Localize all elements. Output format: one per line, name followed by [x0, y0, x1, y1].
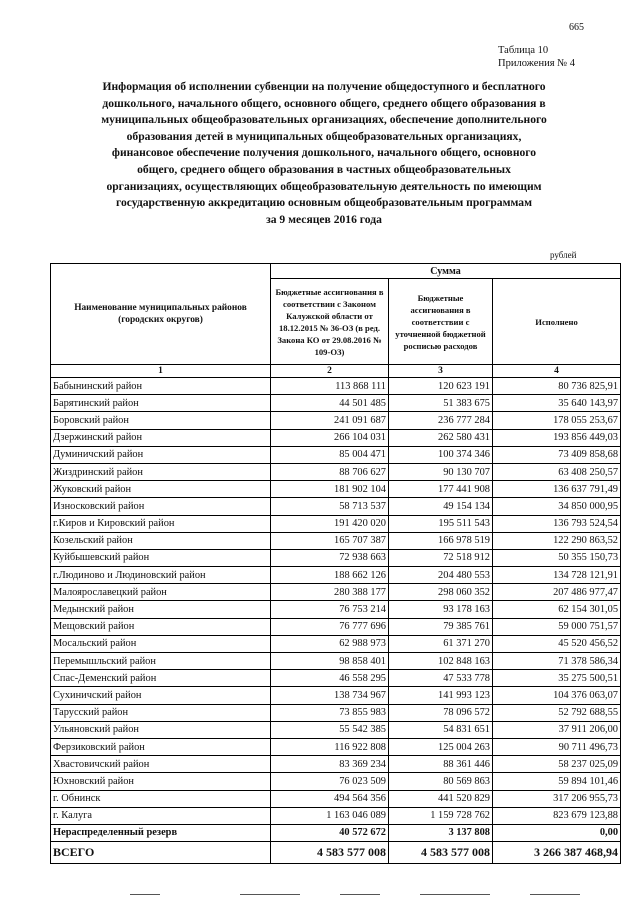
executed-amount: 59 000 751,57: [493, 618, 621, 635]
page-number: 665: [569, 22, 584, 33]
law-allocation: 113 868 111: [271, 378, 389, 395]
district-name: Малоярославецкий район: [51, 584, 271, 601]
table-row: [51, 481, 621, 498]
refined-allocation: 141 993 123: [389, 687, 493, 704]
scan-artifact-marks: [90, 893, 610, 897]
district-name: Юхновский район: [51, 773, 271, 790]
table-body: [51, 378, 621, 825]
executed-amount: 34 850 000,95: [493, 498, 621, 515]
district-name: Жиздринский район: [51, 463, 271, 480]
executed-amount: 823 679 123,88: [493, 807, 621, 824]
table-row: [51, 446, 621, 463]
district-name: Тарусский район: [51, 704, 271, 721]
law-allocation: 46 558 295: [271, 670, 389, 687]
table-reference-line1: Таблица 10: [498, 45, 549, 56]
district-name: Медынский район: [51, 601, 271, 618]
title-line: за 9 месяцев 2016 года: [266, 212, 382, 226]
table-row: [51, 635, 621, 652]
law-allocation: 494 564 356: [271, 790, 389, 807]
law-allocation: 191 420 020: [271, 515, 389, 532]
table-row: [51, 601, 621, 618]
district-name: Спас-Деменский район: [51, 670, 271, 687]
table-row: [51, 756, 621, 773]
column-number: 1: [51, 365, 271, 378]
district-name: Козельский район: [51, 532, 271, 549]
total-executed: 3 266 387 468,94: [493, 842, 621, 864]
reserve-executed: 0,00: [493, 824, 621, 841]
executed-amount: 45 520 456,52: [493, 635, 621, 652]
executed-amount: 207 486 977,47: [493, 584, 621, 601]
executed-amount: 35 640 143,97: [493, 395, 621, 412]
table-row: [51, 429, 621, 446]
district-name: г. Обнинск: [51, 790, 271, 807]
law-allocation: 1 163 046 089: [271, 807, 389, 824]
district-name: Думиничский район: [51, 446, 271, 463]
law-allocation: 58 713 537: [271, 498, 389, 515]
total-refined: 4 583 577 008: [389, 842, 493, 864]
title-line: организациях, осуществляющих общеобразовательную деятельность по имеющим: [106, 179, 542, 193]
executed-amount: 73 409 858,68: [493, 446, 621, 463]
refined-allocation: 78 096 572: [389, 704, 493, 721]
refined-allocation: 1 159 728 762: [389, 807, 493, 824]
law-allocation: 44 501 485: [271, 395, 389, 412]
law-allocation: 72 938 663: [271, 549, 389, 566]
column-number: 4: [493, 365, 621, 378]
title-line: Информация об исполнении субвенции на получение общедоступного и бесплатного: [102, 80, 546, 93]
table-row: [51, 584, 621, 601]
refined-allocation: 49 154 134: [389, 498, 493, 515]
district-name: Бабынинский район: [51, 378, 271, 395]
reserve-row: [51, 824, 621, 841]
table-reference: [498, 44, 618, 70]
title-line: дошкольного, начального общего, основного общего, среднего общего образования в: [102, 96, 546, 110]
header-sum: Сумма: [271, 264, 621, 279]
executed-amount: 80 736 825,91: [493, 378, 621, 395]
refined-allocation: 79 385 761: [389, 618, 493, 635]
title-line: муниципальных общеобразовательных организациях, обеспечение дополнительного: [101, 113, 547, 127]
district-name: Боровский район: [51, 412, 271, 429]
executed-amount: 63 408 250,57: [493, 463, 621, 480]
law-allocation: 83 369 234: [271, 756, 389, 773]
executed-amount: 59 894 101,46: [493, 773, 621, 790]
law-allocation: 62 988 973: [271, 635, 389, 652]
table-row: [51, 567, 621, 584]
district-name: г.Людиново и Людиновский район: [51, 567, 271, 584]
table-row: [51, 687, 621, 704]
reserve-refined: 3 137 808: [389, 824, 493, 841]
law-allocation: 181 902 104: [271, 481, 389, 498]
column-number: 2: [271, 365, 389, 378]
law-allocation: 188 662 126: [271, 567, 389, 584]
district-name: Жуковский район: [51, 481, 271, 498]
table-row: [51, 773, 621, 790]
law-allocation: 280 388 177: [271, 584, 389, 601]
law-allocation: 55 542 385: [271, 721, 389, 738]
law-allocation: 76 023 509: [271, 773, 389, 790]
refined-allocation: 298 060 352: [389, 584, 493, 601]
currency-note: рублей: [550, 250, 577, 260]
executed-amount: 62 154 301,05: [493, 601, 621, 618]
district-name: г. Калуга: [51, 807, 271, 824]
table-reference-line2: Приложения № 4: [498, 58, 576, 69]
district-name: г.Киров и Кировский район: [51, 515, 271, 532]
district-name: Ульяновский район: [51, 721, 271, 738]
law-allocation: 241 091 687: [271, 412, 389, 429]
table-row: [51, 549, 621, 566]
table-row: [51, 721, 621, 738]
executed-amount: 317 206 955,73: [493, 790, 621, 807]
executed-amount: 52 792 688,55: [493, 704, 621, 721]
refined-allocation: 120 623 191: [389, 378, 493, 395]
district-name: Хвастовичский район: [51, 756, 271, 773]
law-allocation: 98 858 401: [271, 653, 389, 670]
refined-allocation: 262 580 431: [389, 429, 493, 446]
document-title: [40, 79, 608, 228]
district-name: Куйбышевский район: [51, 549, 271, 566]
refined-allocation: 236 777 284: [389, 412, 493, 429]
law-allocation: 138 734 967: [271, 687, 389, 704]
executed-amount: 178 055 253,67: [493, 412, 621, 429]
table-row: [51, 807, 621, 824]
executed-amount: 193 856 449,03: [493, 429, 621, 446]
subvention-table: [50, 263, 621, 864]
table-row: [51, 515, 621, 532]
table-row: [51, 738, 621, 755]
law-allocation: 165 707 387: [271, 532, 389, 549]
refined-allocation: 177 441 908: [389, 481, 493, 498]
table-row: [51, 378, 621, 395]
title-line: общего, среднего общего образования в частных общеобразовательных: [137, 162, 511, 176]
law-allocation: 76 777 696: [271, 618, 389, 635]
header-refined-allocations: Бюджетные ассигнования в соответствии с уточненной бюджетной росписью расходов: [389, 279, 493, 365]
table-row: [51, 790, 621, 807]
executed-amount: 37 911 206,00: [493, 721, 621, 738]
title-line: образования детей в муниципальных общеобразовательных организациях,: [126, 129, 522, 143]
table-row: [51, 463, 621, 480]
refined-allocation: 80 569 863: [389, 773, 493, 790]
refined-allocation: 90 130 707: [389, 463, 493, 480]
executed-amount: 136 793 524,54: [493, 515, 621, 532]
district-name: Дзержинский район: [51, 429, 271, 446]
header-executed: Исполнено: [493, 279, 621, 365]
table-row: [51, 532, 621, 549]
executed-amount: 122 290 863,52: [493, 532, 621, 549]
table-row: [51, 395, 621, 412]
executed-amount: 104 376 063,07: [493, 687, 621, 704]
executed-amount: 134 728 121,91: [493, 567, 621, 584]
title-line: финансовое обеспечение получения дошкольного, начального общего, основного: [111, 146, 537, 160]
refined-allocation: 93 178 163: [389, 601, 493, 618]
law-allocation: 116 922 808: [271, 738, 389, 755]
table-row: [51, 498, 621, 515]
district-name: Барятинский район: [51, 395, 271, 412]
title-line: государственную аккредитацию основным общеобразовательным программам: [116, 196, 532, 210]
executed-amount: 50 355 150,73: [493, 549, 621, 566]
executed-amount: 90 711 496,73: [493, 738, 621, 755]
refined-allocation: 125 004 263: [389, 738, 493, 755]
district-name: Мосальский район: [51, 635, 271, 652]
refined-allocation: 441 520 829: [389, 790, 493, 807]
law-allocation: 85 004 471: [271, 446, 389, 463]
refined-allocation: 54 831 651: [389, 721, 493, 738]
district-name: Перемышльский район: [51, 653, 271, 670]
law-allocation: 73 855 983: [271, 704, 389, 721]
district-name: Мещовский район: [51, 618, 271, 635]
executed-amount: 71 378 586,34: [493, 653, 621, 670]
law-allocation: 266 104 031: [271, 429, 389, 446]
refined-allocation: 72 518 912: [389, 549, 493, 566]
district-name: Износковский район: [51, 498, 271, 515]
header-district-name: Наименование муниципальных районов (городских округов): [51, 264, 271, 365]
refined-allocation: 51 383 675: [389, 395, 493, 412]
executed-amount: 136 637 791,49: [493, 481, 621, 498]
column-number: 3: [389, 365, 493, 378]
district-name: Ферзиковский район: [51, 738, 271, 755]
refined-allocation: 195 511 543: [389, 515, 493, 532]
table-row: [51, 618, 621, 635]
refined-allocation: 100 374 346: [389, 446, 493, 463]
reserve-name: Нераспределенный резерв: [51, 824, 271, 841]
table-row: [51, 653, 621, 670]
executed-amount: 58 237 025,09: [493, 756, 621, 773]
table-row: [51, 704, 621, 721]
total-name: ВСЕГО: [51, 842, 271, 864]
table-row: [51, 670, 621, 687]
total-law: 4 583 577 008: [271, 842, 389, 864]
law-allocation: 88 706 627: [271, 463, 389, 480]
refined-allocation: 88 361 446: [389, 756, 493, 773]
refined-allocation: 102 848 163: [389, 653, 493, 670]
refined-allocation: 61 371 270: [389, 635, 493, 652]
refined-allocation: 47 533 778: [389, 670, 493, 687]
executed-amount: 35 275 500,51: [493, 670, 621, 687]
refined-allocation: 204 480 553: [389, 567, 493, 584]
header-law-allocations: Бюджетные ассигнования в соответствии с Законом Калужской области от 18.12.2015 № 36-ОЗ (в ред. Закона КО от 29.08.2016 № 109-ОЗ): [271, 279, 389, 365]
total-row: [51, 842, 621, 864]
table-row: [51, 412, 621, 429]
reserve-law: 40 572 672: [271, 824, 389, 841]
refined-allocation: 166 978 519: [389, 532, 493, 549]
law-allocation: 76 753 214: [271, 601, 389, 618]
district-name: Сухиничский район: [51, 687, 271, 704]
